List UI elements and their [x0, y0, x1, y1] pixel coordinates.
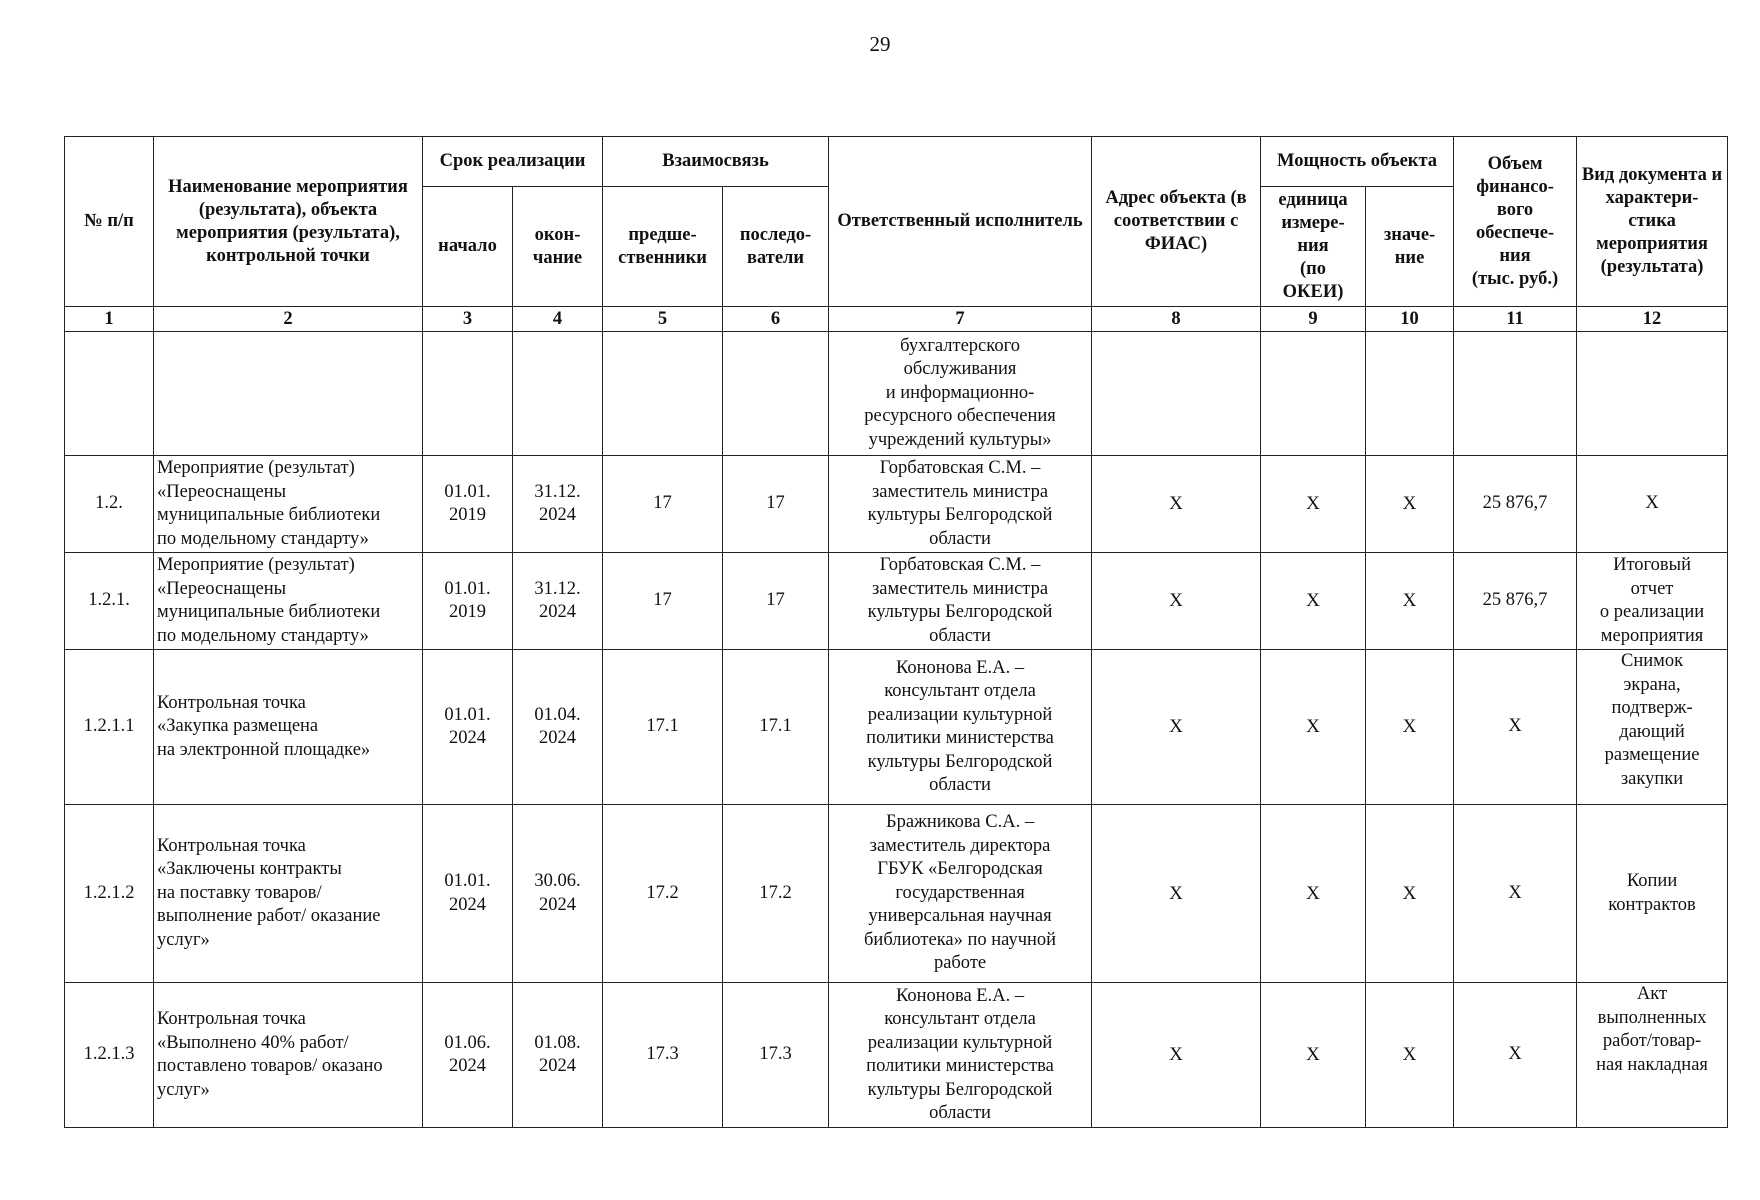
successors: 17	[723, 553, 829, 650]
document-type	[1577, 332, 1728, 456]
document-type: Итоговый отчет о реализации мероприятия	[1577, 553, 1728, 650]
successors: 17.3	[723, 983, 829, 1128]
end-date: 01.04. 2024	[513, 650, 603, 805]
capacity-unit: Х	[1261, 650, 1366, 805]
finance-volume: Х	[1454, 650, 1577, 805]
object-address: Х	[1092, 553, 1261, 650]
column-number-row	[65, 307, 1728, 332]
table-row	[65, 553, 1728, 650]
predecessors: 17.3	[603, 983, 723, 1128]
column-number: 2	[154, 307, 423, 332]
row-number	[65, 332, 154, 456]
header-responsible: Ответственный исполнитель	[829, 137, 1092, 307]
row-number: 1.2.	[65, 456, 154, 553]
object-address: Х	[1092, 983, 1261, 1128]
document-type: Снимок экрана, подтверж- дающий размещение закупки	[1577, 650, 1728, 805]
table-row	[65, 983, 1728, 1128]
header-value: значе- ние	[1366, 187, 1454, 307]
responsible-executor: Кононова Е.А. – консультант отдела реализации культурной политики министерства культуры Белгородской области	[829, 650, 1092, 805]
capacity-unit	[1261, 332, 1366, 456]
table-row	[65, 805, 1728, 983]
document-type: Копии контрактов	[1577, 805, 1728, 983]
end-date: 31.12. 2024	[513, 553, 603, 650]
start-date: 01.01. 2019	[423, 456, 513, 553]
row-number: 1.2.1.3	[65, 983, 154, 1128]
header-document: Вид документа и характери- стика мероприятия (результата)	[1577, 137, 1728, 307]
responsible-executor: Бражникова С.А. – заместитель директора ГБУК «Белгородская государственная универсальная научная библиотека» по научной работе	[829, 805, 1092, 983]
start-date: 01.01. 2024	[423, 805, 513, 983]
header-address: Адрес объекта (в соответствии с ФИАС)	[1092, 137, 1261, 307]
measure-name: Контрольная точка «Заключены контракты на поставку товаров/ выполнение работ/ оказание услуг»	[154, 805, 423, 983]
object-address: Х	[1092, 650, 1261, 805]
capacity-value: Х	[1366, 650, 1454, 805]
start-date: 01.01. 2024	[423, 650, 513, 805]
capacity-value: Х	[1366, 553, 1454, 650]
capacity-value: Х	[1366, 456, 1454, 553]
header-end: окон- чание	[513, 187, 603, 307]
header-successors: последо- ватели	[723, 187, 829, 307]
start-date: 01.06. 2024	[423, 983, 513, 1128]
successors: 17	[723, 456, 829, 553]
header-link: Взаимосвязь	[603, 137, 829, 187]
column-number: 1	[65, 307, 154, 332]
column-number: 5	[603, 307, 723, 332]
finance-volume: 25 876,7	[1454, 456, 1577, 553]
end-date: 01.08. 2024	[513, 983, 603, 1128]
predecessors: 17.2	[603, 805, 723, 983]
predecessors: 17	[603, 553, 723, 650]
capacity-value: Х	[1366, 983, 1454, 1128]
capacity-unit: Х	[1261, 553, 1366, 650]
capacity-unit: Х	[1261, 805, 1366, 983]
finance-volume: Х	[1454, 805, 1577, 983]
object-address	[1092, 332, 1261, 456]
column-number: 7	[829, 307, 1092, 332]
responsible-executor: Горбатовская С.М. – заместитель министра культуры Белгородской области	[829, 456, 1092, 553]
successors: 17.2	[723, 805, 829, 983]
responsible-executor: Кононова Е.А. – консультант отдела реализации культурной политики министерства культуры Белгородской области	[829, 983, 1092, 1128]
end-date: 30.06. 2024	[513, 805, 603, 983]
end-date: 31.12. 2024	[513, 456, 603, 553]
responsible-executor: бухгалтерского обслуживания и информационно- ресурсного обеспечения учреждений культуры»	[829, 332, 1092, 456]
column-number: 11	[1454, 307, 1577, 332]
measure-name: Мероприятие (результат) «Переоснащены муниципальные библиотеки по модельному стандарту»	[154, 456, 423, 553]
measure-name: Контрольная точка «Выполнено 40% работ/ поставлено товаров/ оказано услуг»	[154, 983, 423, 1128]
header-name: Наименование мероприятия (результата), объекта мероприятия (результата), контрольной точки	[154, 137, 423, 307]
column-number: 9	[1261, 307, 1366, 332]
successors	[723, 332, 829, 456]
column-number: 4	[513, 307, 603, 332]
successors: 17.1	[723, 650, 829, 805]
row-number: 1.2.1.2	[65, 805, 154, 983]
row-number: 1.2.1.1	[65, 650, 154, 805]
end-date	[513, 332, 603, 456]
column-number: 12	[1577, 307, 1728, 332]
object-address: Х	[1092, 805, 1261, 983]
measure-name	[154, 332, 423, 456]
capacity-value: Х	[1366, 805, 1454, 983]
page-number: 29	[869, 32, 891, 56]
capacity-unit: Х	[1261, 983, 1366, 1128]
header-start: начало	[423, 187, 513, 307]
header-predecessors: предше- ственники	[603, 187, 723, 307]
predecessors	[603, 332, 723, 456]
table-row	[65, 456, 1728, 553]
capacity-value	[1366, 332, 1454, 456]
header-capacity: Мощность объекта	[1261, 137, 1454, 187]
header-num: № п/п	[65, 137, 154, 307]
predecessors: 17.1	[603, 650, 723, 805]
object-address: Х	[1092, 456, 1261, 553]
document-type: Х	[1577, 456, 1728, 553]
finance-volume: Х	[1454, 983, 1577, 1128]
column-number: 6	[723, 307, 829, 332]
column-number: 8	[1092, 307, 1261, 332]
predecessors: 17	[603, 456, 723, 553]
finance-volume	[1454, 332, 1577, 456]
header-period: Срок реализации	[423, 137, 603, 187]
start-date: 01.01. 2019	[423, 553, 513, 650]
responsible-executor: Горбатовская С.М. – заместитель министра культуры Белгородской области	[829, 553, 1092, 650]
header-finance: Объем финансо- вого обеспече- ния (тыс. руб.)	[1454, 137, 1577, 307]
measure-name: Контрольная точка «Закупка размещена на электронной площадке»	[154, 650, 423, 805]
finance-volume: 25 876,7	[1454, 553, 1577, 650]
column-number: 3	[423, 307, 513, 332]
implementation-plan-table	[64, 136, 1728, 1128]
header-unit: единица измере- ния (по ОКЕИ)	[1261, 187, 1366, 307]
start-date	[423, 332, 513, 456]
measure-name: Мероприятие (результат) «Переоснащены муниципальные библиотеки по модельному стандарту»	[154, 553, 423, 650]
capacity-unit: Х	[1261, 456, 1366, 553]
document-type: Акт выполненных работ/товар- ная накладная	[1577, 983, 1728, 1128]
column-number: 10	[1366, 307, 1454, 332]
table-row	[65, 650, 1728, 805]
row-number: 1.2.1.	[65, 553, 154, 650]
table-row	[65, 332, 1728, 456]
